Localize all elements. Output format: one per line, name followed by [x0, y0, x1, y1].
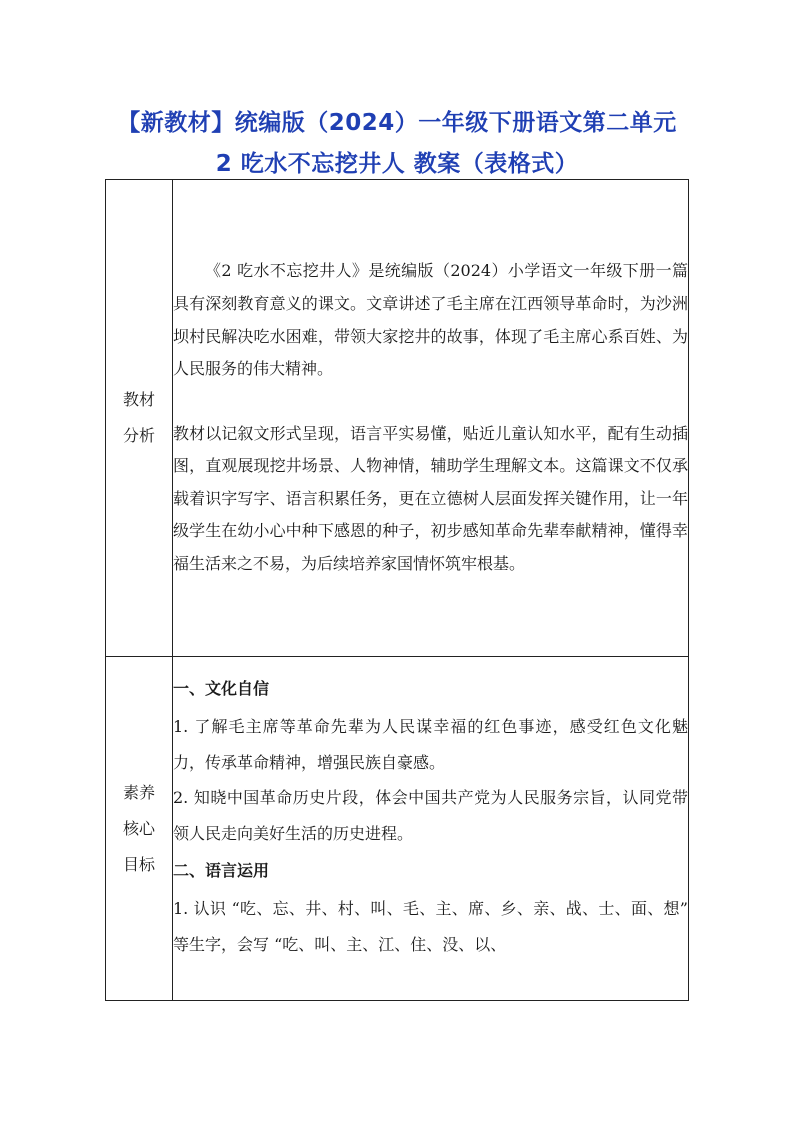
material-analysis-content [173, 180, 689, 657]
goal-item: 1. 认识 “吃、忘、井、村、叫、毛、主、席、乡、亲、战、士、面、想” 等生字，会写 “吃、叫、主、江、住、没、以、 [173, 899, 688, 954]
row-label-text: 目标 [122, 854, 155, 874]
section-heading: 二、语言运用 [173, 861, 270, 880]
paragraph: 《2 吃水不忘挖井人》是统编版（2024）小学语文一年级下册一篇具有深刻教育意义的课文。文章讲述了毛主席在江西领导革命时，为沙洲坝村民解决吃水困难，带领大家挖井的故事，体现了毛主席心系百姓、为人民服务的伟大精神。 [173, 261, 688, 379]
lesson-plan-table [105, 179, 689, 1001]
section-heading: 一、文化自信 [173, 679, 270, 698]
table-row [106, 657, 689, 1001]
row-label-core-goals [106, 657, 173, 1001]
row-label-text: 教材 [122, 390, 155, 409]
paragraph: 教材以记叙文形式呈现，语言平实易懂，贴近儿童认知水平，配有生动插图，直观展现挖井场景、人物神情，辅助学生理解文本。这篇课文不仅承载着识字写字、语言积累任务，更在立德树人层面发挥关键作用，让一年级学生在幼小心中种下感恩的种子，初步感知革命先辈奉献精神，懂得幸福生活来之不易，为后续培养家国情怀筑牢根基。 [173, 423, 688, 574]
row-label-text: 分析 [122, 426, 155, 445]
row-label-text: 素养 [122, 782, 155, 802]
core-goals-content [173, 657, 689, 1001]
document-title-line1: 【新教材】统编版（2024）一年级下册语文第二单元 [117, 110, 677, 136]
row-label-text: 核心 [122, 818, 155, 838]
document-title-line2: 2 吃水不忘挖井人 教案（表格式） [215, 151, 579, 177]
table-row [106, 180, 689, 657]
goal-item: 2. 知晓中国革命历史片段，体会中国共产党为人民服务宗旨，认同党带领人民走向美好生活的历史进程。 [173, 788, 688, 843]
goal-item: 1. 了解毛主席等革命先辈为人民谋幸福的红色事迹，感受红色文化魅力，传承革命精神，增强民族自豪感。 [173, 717, 688, 772]
row-label-material-analysis [106, 180, 173, 657]
